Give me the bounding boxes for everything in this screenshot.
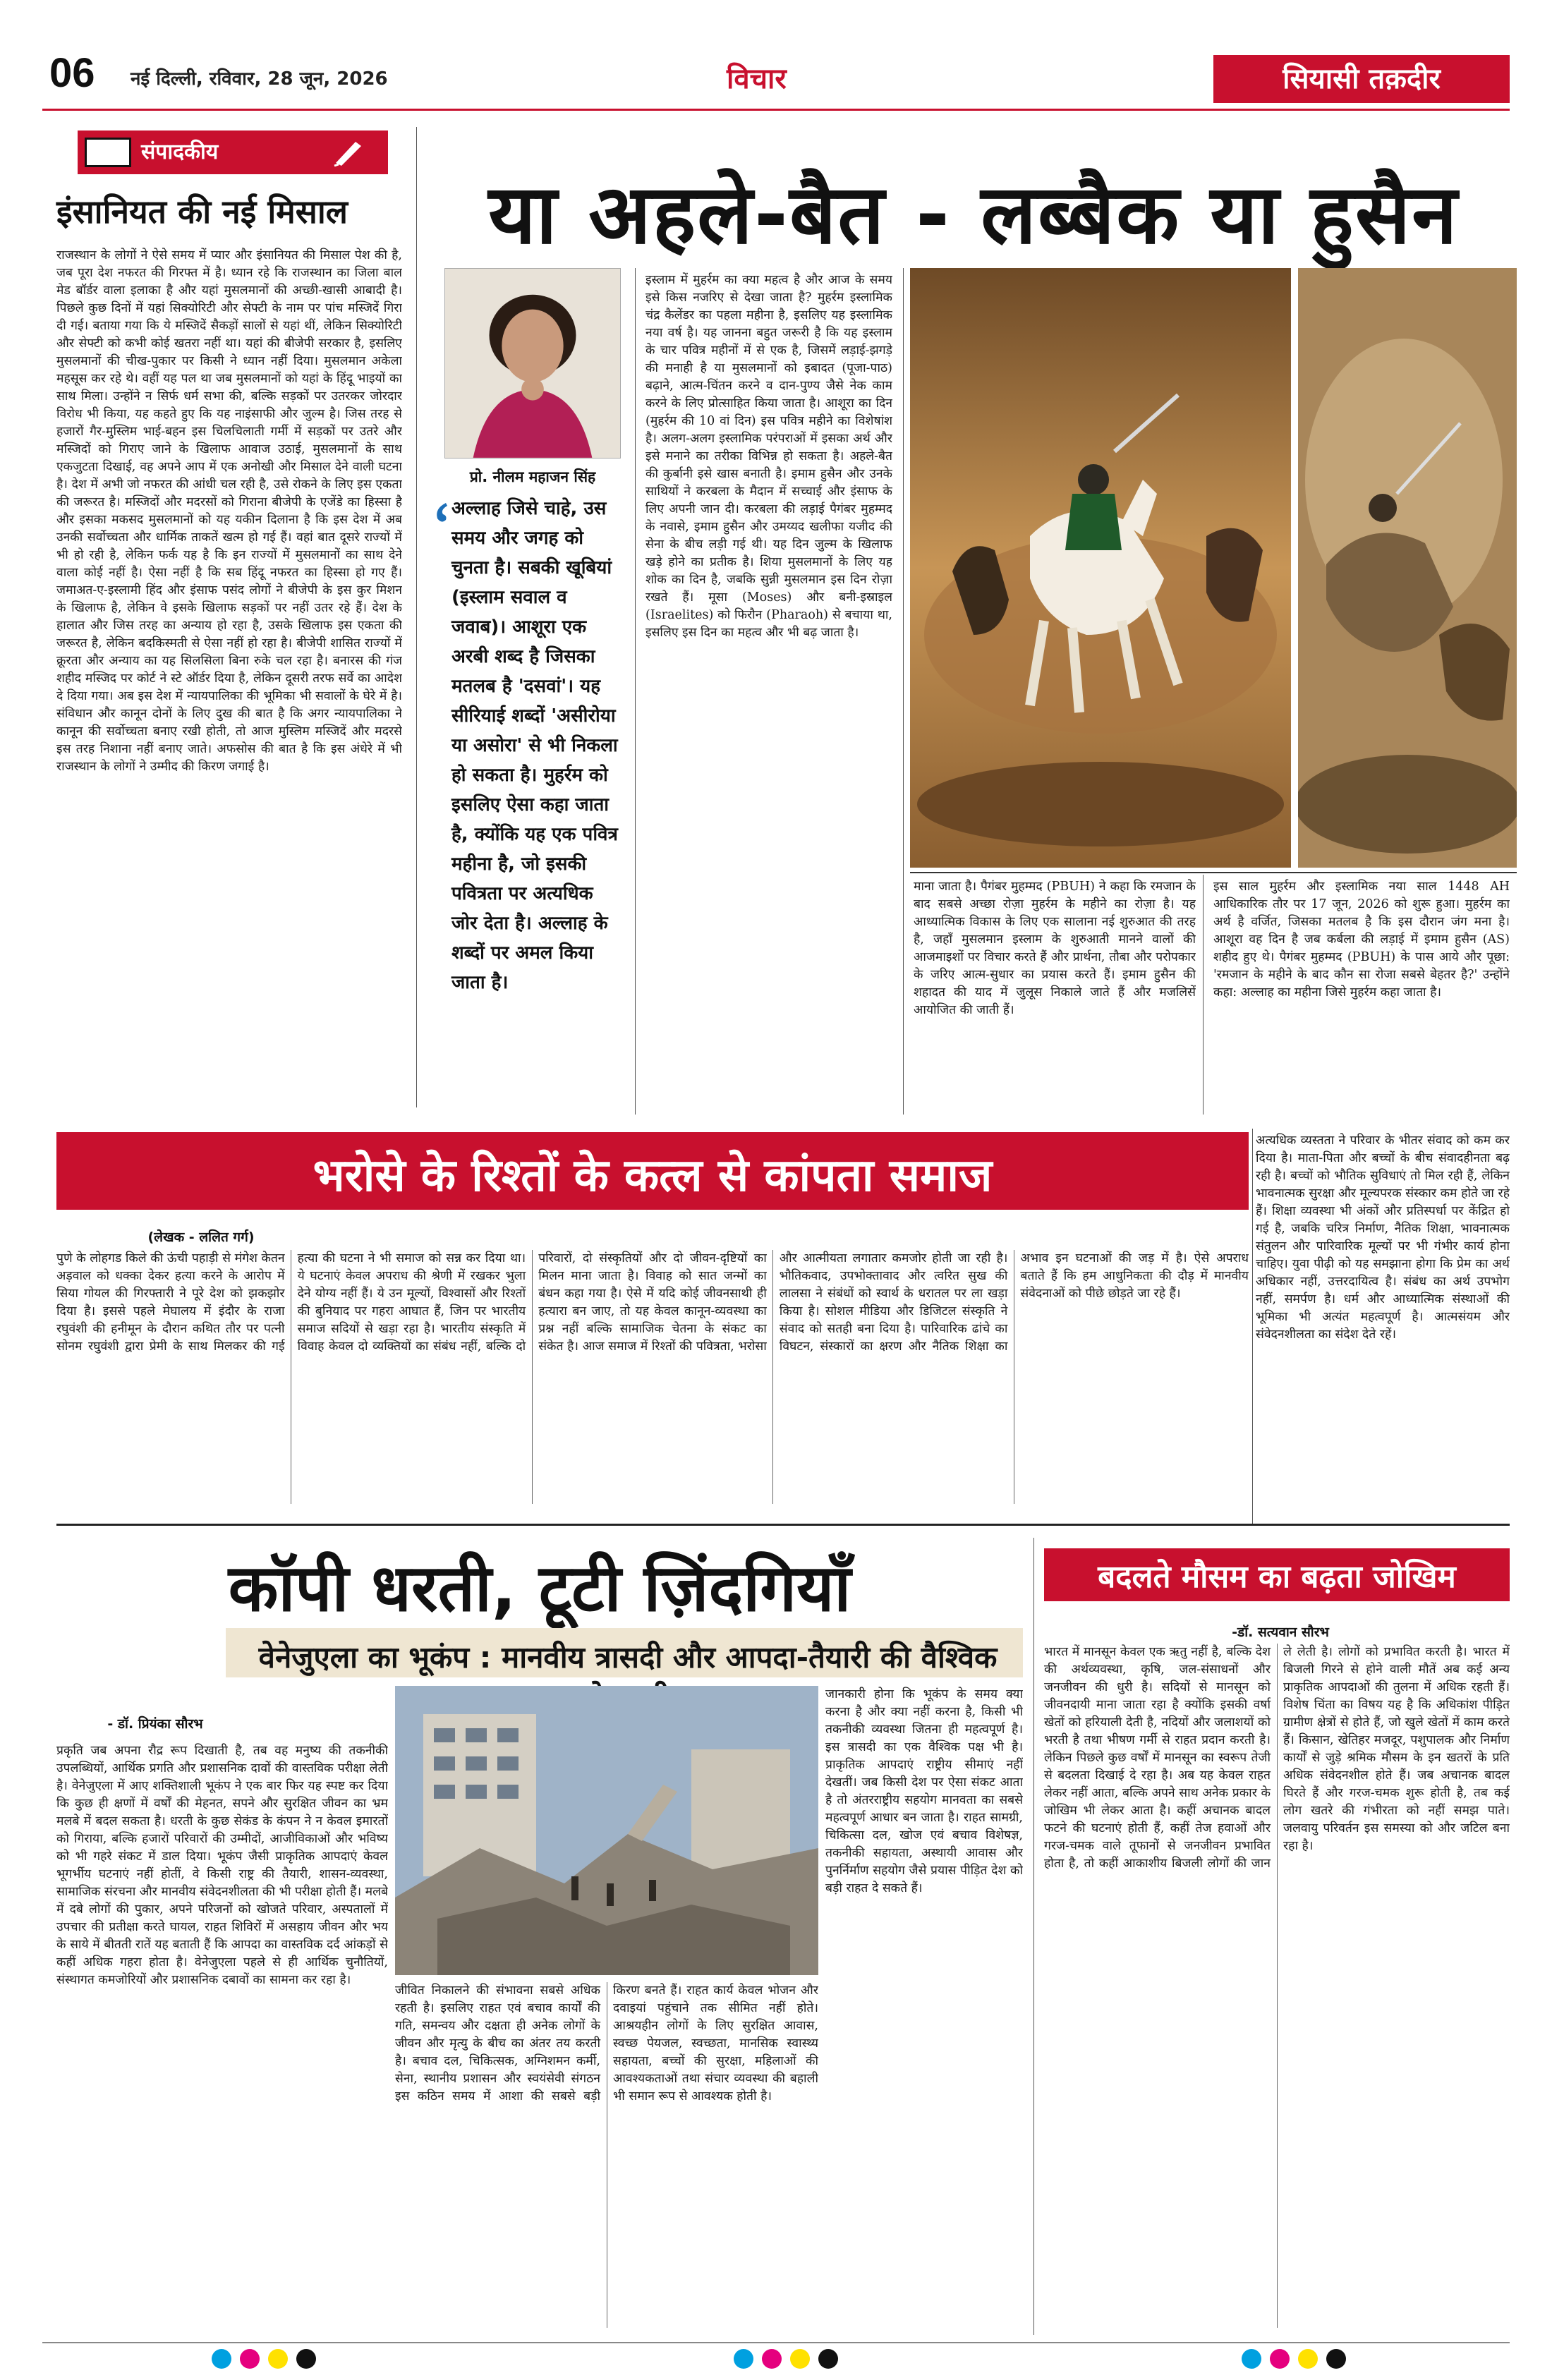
masthead-divider: [42, 109, 1510, 111]
article-column: इस साल मुहर्रम और इस्लामिक नया साल 1448 AH आधिकारिक तौर पर 17 जून, 2026 को शुरू हुआ। मुहर्रम का अर्थ है वर्जित, जिसका मतलब है कि इस दौरान जंग मना है। आशूरा वह दिन है जब कर्बला की लड़ाई में इमाम हुसैन (AS) शहीद हुए थे। पैगंबर मुहम्मद (PBUH) के पास आये और पूछा: 'रमजान के महीने के बाद कौन सा रोजा सबसे बेहतर है?' उन्होंने कहा: अल्लाह का महीना जिसे मुहर्रम कहा जाता है।: [1213, 880, 1510, 1000]
registration-mark: [734, 2349, 753, 2369]
section-name: विचार: [727, 63, 787, 95]
dateline: नई दिल्ली, रविवार, 28 जून, 2026: [131, 68, 388, 90]
registration-mark: [1298, 2349, 1318, 2369]
column-divider: [1252, 1129, 1253, 1524]
pen-icon: [332, 136, 367, 167]
image-divider: [910, 872, 1517, 873]
masthead-tag: सियासी तक़दीर: [1213, 55, 1510, 103]
bottom-article-column: जानकारी होना कि भूकंप के समय क्या करना है और क्या नहीं करना है, किसी भी तकनीकी व्यवस्था जितना ही महत्वपूर्ण है। इस त्रासदी का एक वैश्विक पक्ष भी है। प्राकृतिक आपदाएं राष्ट्रीय सीमाएं नहीं देखतीं। जब किसी देश पर ऐसा संकट आता है तो अंतरराष्ट्रीय सहयोग मानवता का सबसे महत्वपूर्ण आधार बन जाता है। राहत सामग्री, चिकित्सा दल, खोज एवं बचाव विशेषज्ञ, तकनीकी सहायता, अस्थायी आवास और पुनर्निर्माण सहयोग जैसे प्रयास पीड़ित देश को बड़ी राहत दे सकते हैं।: [825, 1687, 1023, 1895]
column-divider: [416, 127, 417, 1107]
registration-mark: [790, 2349, 810, 2369]
registration-mark: [1270, 2349, 1290, 2369]
section-divider: [56, 1524, 1510, 1526]
karbala-painting: [910, 268, 1291, 868]
registration-mark: [268, 2349, 288, 2369]
main-headline: या अहले-बैत - लब्बैक या हुसैन: [488, 167, 1459, 262]
registration-mark: [212, 2349, 231, 2369]
bottom-subheadline: वेनेजुएला का भूकंप : मानवीय त्रासदी और आपदा-तैयारी की वैश्विक: [258, 1640, 998, 1675]
side-byline: -डॉ. सत्यवान सौरभ: [1232, 1625, 1329, 1640]
registration-mark: [1242, 2349, 1261, 2369]
editorial-label: संपादकीय: [78, 130, 388, 174]
registration-mark: [762, 2349, 782, 2369]
registration-mark: [1326, 2349, 1346, 2369]
pullquote: अल्लाह जिसे चाहे, उस समय और जगह को चुनता है। सबकी खूबियां (इस्लाम सवाल व जवाब)। आशूरा एक अरबी शब्द है जिसका मतलब है 'दसवां'। यह सीरियाई शब्दों 'असीरोया या असोरा' से भी निकला हो सकता है। मुहर्रम को इसलिए ऐसा कहा जाता है, क्योंकि यह एक पवित्र महीना है, जो इसकी पवित्रता पर अत्यधिक जोर देता है। अल्लाह के शब्दों पर अमल किया जाता है।: [451, 498, 618, 993]
second-byline: (लेखक - ललित गर्ग): [147, 1230, 255, 1245]
registration-mark: [818, 2349, 838, 2369]
author-name: प्रो. नीलम महाजन सिंह: [469, 468, 596, 485]
editorial-box-icon: [85, 138, 131, 167]
earthquake-photo: [395, 1686, 818, 1975]
second-article-side: अत्यधिक व्यस्तता ने परिवार के भीतर संवाद को कम कर दिया है। माता-पिता और बच्चों के बीच संवादहीनता बढ़ रही है। बच्चों को भौतिक सुविधाएं तो मिल रही हैं, लेकिन भावनात्मक सुरक्षा और मूल्यपरक संस्कार कम होते जा रहे हैं। शिक्षा व्यवस्था भी अंकों और प्रतिस्पर्धा पर केंद्रित हो गई है, जबकि चरित्र निर्माण, नैतिक शिक्षा, भावनात्मक संतुलन और पारिवारिक मूल्यों पर भी गंभीर कार्य होना चाहिए। युवा पीढ़ी को यह समझाना होगा कि प्रेम का अर्थ अधिकार नहीं, उत्तरदायित्व है। संबंध का अर्थ उपभोग नहीं, समर्पण है। धर्म और आध्यात्मिक संस्थाओं की भूमिका भी अत्यंत महत्वपूर्ण है। आत्मसंयम और संवेदनशीलता का संदेश देते रहें।: [1256, 1134, 1510, 1342]
column-divider: [1203, 875, 1204, 1115]
side-headline: बदलते मौसम का बढ़ता जोखिम: [1098, 1559, 1456, 1595]
bottom-byline: - डॉ. प्रियंका सौरभ: [107, 1716, 203, 1732]
article-column: इस्लाम में मुहर्रम का क्या महत्व है और आज के समय इसे किस नजरिए से देखा जाता है? मुहर्रम इस्लामिक चंद्र कैलेंडर का पहला महीना है, इसलिए यह इस्लामिक नया वर्ष है। यह जानना बहुत जरूरी है कि यह इस्लाम के चार पवित्र महीनों में से एक है, जिसमें लड़ाई-झगड़े की मनाही है या मुसलमानों को इबादत (पूजा-पाठ) बढ़ाने, आत्म-चिंतन करने व दान-पुण्य जैसे नेक काम करने के लिए प्रोत्साहित किया जाता है। आशूरा का दिन (मुहर्रम की 10 वां दिन) इस पवित्र महीने का विशेषांश है। अलग-अलग इस्लामिक परंपराओं में इसका अर्थ और इसे मनाने का तरीका विभिन्न हो सकता है। अहले-बैत की कुर्बानी इसे खास बनाती है। इमाम हुसैन और उनके साथियों ने करबला के मैदान में सच्चाई और इंसाफ के लिए अपनी जान दी। करबला की लड़ाई पैगंबर मुहम्मद के नवासे, इमाम हुसैन और उमय्यद खलीफा यजीद की सेना के बीच लड़ी गई थी। यह दिन जुल्म के खिलाफ खड़े होने का प्रतीक है। शिया मुसलमानों के लिए यह शोक का दिन है, जबकि सुन्नी मुसलमान इस दिन रोज़ा रखते हैं। मूसा (Moses) और बनी-इस्राइल (Israelites) को फिरौन (Pharaoh) से बचाया था, इसलिए इस दिन का महत्व और भी बढ़ जाता है।: [645, 273, 892, 640]
second-headline: भरोसे के रिश्तों के कत्ल से कांपता समाज: [313, 1150, 993, 1202]
column-divider: [1033, 1538, 1034, 2335]
registration-mark: [240, 2349, 260, 2369]
bottom-article-column: प्रकृति जब अपना रौद्र रूप दिखाती है, तब वह मनुष्य की तकनीकी उपलब्धियों, आर्थिक प्रगति और प्रशासनिक दावों की वास्तविक परीक्षा लेती है। वेनेजुएला में आए शक्तिशाली भूकंप ने एक बार फिर यह स्पष्ट कर दिया कि कुछ ही क्षणों में वर्षों की मेहनत, सपने और सुरक्षित जीवन का भ्रम मलबे में बदल सकता है। धरती के कुछ सेकंड के कंपन ने न केवल इमारतों को गिराया, बल्कि हजारों परिवारों की उम्मीदों, आजीविकाओं और भविष्य को भी गहरे संकट में डाल दिया। भूकंप जैसी प्राकृतिक आपदाएं केवल भूगर्भीय घटनाएं नहीं होतीं, वे किसी राष्ट्र की तैयारी, शासन-व्यवस्था, सामाजिक संरचना और मानवीय संवेदनशीलता की भी परीक्षा होती हैं। मलबे में दबे लोगों की पुकार, अपने परिजनों को खोजते परिवार, अस्पतालों में उपचार की प्रतीक्षा करते घायल, राहत शिविरों में असहाय जीवन और भय के साये में बीतती रातें यह बताती हैं कि आपदा का वास्तविक दर्द आंकड़ों से कहीं अधिक गहरा होता है। वेनेजुएला पहले से ही आर्थिक चुनौतियों, संस्थागत कमजोरियों और प्रशासनिक दबावों का सामना कर रहा है।: [56, 1744, 388, 1987]
editorial-title: इंसानियत की नई मिसाल: [56, 193, 348, 231]
column-divider: [635, 268, 636, 1115]
bottom-headline: कॉपी धरती, टूटी ज़िंदगियाँ: [228, 1550, 851, 1626]
editorial-body: राजस्थान के लोगों ने ऐसे समय में प्यार और इंसानियत की मिसाल पेश की है, जब पूरा देश नफरत की गिरफ्त में है। ध्यान रहे कि राजस्थान का जिला बाल मेड बॉर्डर वाला इलाका है और यहां मुसलमानों की अच्छी-खासी आबादी है। पिछले कुछ दिनों में यहां सिक्योरिटी और सेफ्टी के नाम पर पांच मस्जिदें गिरा दी गई। बताया गया कि ये मस्जिदें सैकड़ों सालों से यहां थीं, लेकिन सिक्योरिटी और सेफ्टी को कभी कोई खतरा नहीं था। यहां की बीजेपी सरकार है, इसलिए मुसलमानों की चीख-पुकार पर किसी ने ध्यान नहीं दिया। मुसलमान अकेला महसूस कर रहे थे। वहीं यह पल था जब मुसलमानों को यहां के हिंदू भाइयों का साथ मिला। उन्होंने न सिर्फ धर्म सभा की, बल्कि सड़कों पर उतरकर जोरदार विरोध भी किया, यह कहते हुए कि यह नाइंसाफी और जुल्म है। जिस तरह से हजारों गैर-मुस्लिम भाई-बहन इस चिलचिलाती गर्मी में सड़कों पर उतरे और मस्जिदों को गिराए जाने के खिलाफ आवाज उठाई, मुसलमानों के साथ एकजुटता दिखाई, वह अपने आप में एक अनोखी और मिसाल देने वाली घटना है। देश में अभी जो नफरत की आंधी चल रही है, उसे रोकने के लिए इस एकता की जरूरत है। मस्जिदों और मदरसों को गिराना बीजेपी के एजेंडे का हिस्सा है और इसका मकसद मुसलमानों को यह यकीन दिलाना है कि इस देश में अब उनकी सर्वोच्चता और धार्मिक ताकतें खत्म हो गई हैं। वहां बात दूसरे राज्यों में भी हो रही है, लेकिन फर्क यह है कि इन राज्यों में मुसलमानों का साथ देने वाला कोई नहीं है। ऐसा नहीं है कि सब हिंदू नफरत का हिस्सा हो गए हैं। जमाअत-ए-इस्लामी हिंद और इंसाफ पसंद लोगों ने बीजेपी के इस कुर मिशन के खिलाफ है, लेकिन वे इसके खिलाफ सड़कों पर नहीं उतर रहे हैं। देश के हालात और जिस तरह का अन्याय हो रहा है, उसके खिलाफ इस एकता की जरूरत है, लेकिन बदकिस्मती से ऐसा नहीं हो रहा है। बीजेपी शासित राज्यों में क्रूरता और अन्याय का यह सिलसिला बिना रुके चल रहा है। बनारस की गंज शहीद मस्जिद पर कोर्ट ने स्टे ऑर्डर दिया है, लेकिन दूसरी तरफ सर्वे का आदेश दे दिया गया। अब इस देश में न्यायपालिका की भूमिका भी सवालों के घेरे में है। संविधान और कानून दोनों के लिए दुख की बात है कि अगर न्यायपालिका ने कानून की सर्वोच्चता बनाए रखी होती, तो आज मुस्लिम मस्जिदें और मदरसे इस तरह निशाना नहीं बनाए जाते। अफसोस की बात है कि इस अंधेरे में भी राजस्थान के लोगों ने उम्मीद की किरण जगाई है।: [56, 248, 402, 774]
bottom-article-column: जीवित निकालने की संभावना सबसे अधिक रहती है। इसलिए राहत एवं बचाव कार्यों की गति, समन्वय और दक्षता ही अनेक लोगों के जीवन और मृत्यु के बीच का अंतर तय करती है। बचाव दल, चिकित्सक, अग्निशमन कर्मी, सेना, स्थानीय प्रशासन और स्वयंसेवी संगठन इस कठिन समय में आशा की सबसे बड़ी किरण बनते हैं। राहत कार्य केवल भोजन और दवाइयां पहुंचाने तक सीमित नहीं होते। आश्रयहीन लोगों के लिए सुरक्षित आवास, स्वच्छ पेयजल, स्वच्छता, मानसिक स्वास्थ्य सहायता, बच्चों की सुरक्षा, महिलाओं की आवश्यकताओं तथा संचार व्यवस्था की बहाली भी समान रूप से आवश्यक होती है।: [395, 1984, 818, 2103]
registration-mark: [296, 2349, 316, 2369]
author-photo: [444, 268, 621, 459]
article-column: माना जाता है। पैगंबर मुहम्मद (PBUH) ने कहा कि रमजान के बाद सबसे अच्छा रोज़ा मुहर्रम के महीने का रोज़ा है। यह आध्यात्मिक विकास के लिए एक सालाना नई शुरुआत की तरह है, जहाँ मुसलमान इस्लाम के शुरुआती मानने वालों की आजमाइशों पर विचार करते हैं और प्रार्थना, तौबा और परोपकार के जरिए आत्म-सुधार का प्रयास करते हैं। इमाम हुसैन की शहादत की याद में जुलूस निकाले जाते हैं और मजलिसें आयोजित की जाती हैं।: [914, 880, 1196, 1017]
side-article-body: भारत में मानसून केवल एक ऋतु नहीं है, बल्कि देश की अर्थव्यवस्था, कृषि, जल-संसाधनों और जनजीवन की धुरी है। सदियों से मानसून को जीवनदायी माना जाता रहा है क्योंकि इसकी वर्षा खेतों को हरियाली देती है, नदियों और जलाशयों को भरती है तथा भीषण गर्मी से राहत प्रदान करती है। लेकिन पिछले कुछ वर्षों में मानसून का स्वरूप तेजी से बदलता दिखाई दे रहा है। अब यह केवल राहत लेकर नहीं आता, बल्कि अपने साथ अनेक प्रकार के जोखिम भी लेकर आता है। कहीं अचानक बादल फटने की घटनाएं होती हैं, कहीं तेज हवाओं और गरज-चमक वाले तूफानों से जनजीवन प्रभावित होता है, तो कहीं आकाशीय बिजली लोगों की जान ले लेती है। लोगों को प्रभावित करती है। भारत में बिजली गिरने से होने वाली मौतें अब कई अन्य प्राकृतिक आपदाओं की तुलना में अधिक रहती हैं। विशेष चिंता का विषय यह है कि अधिकांश पीड़ित ग्रामीण क्षेत्रों से होते हैं, जो खुले खेतों में काम करते हैं। किसान, खेतिहर मजदूर, पशुपालक और निर्माण कार्यों से जुड़े श्रमिक मौसम के इन खतरों के प्रति अधिक संवेदनशील होते हैं। जब अचानक बादल घिरते हैं और गरज-चमक शुरू होती है, तब कई लोग खतरे की गंभीरता को नहीं समझ पाते। जलवायु परिवर्तन इस समस्या को और जटिल बना रहा है।: [1044, 1645, 1510, 1871]
second-article-body: पुणे के लोहगड किले की ऊंची पहाड़ी से मंगेश केतन अड़वाल को धक्का देकर हत्या करने के आरोप में सिया गोयल की गिरफ्तारी ने पूरे देश को झकझोर दिया है। इससे पहले मेघालय में इंदौर के राजा रघुवंशी की हनीमून के दौरान कथित तौर पर पत्नी सोनम रघुवंशी द्वारा प्रेमी के साथ मिलकर की गई हत्या की घटना ने भी समाज को सन्न कर दिया था। ये घटनाएं केवल अपराध की श्रेणी में रखकर भुला देने योग्य नहीं हैं। ये उन मूल्यों, विश्वासों और रिश्तों की बुनियाद पर गहरा आघात हैं, जिन पर भारतीय समाज सदियों से खड़ा रहा है। भारतीय संस्कृति में विवाह केवल दो व्यक्तियों का संबंध नहीं, बल्कि दो परिवारों, दो संस्कृतियों और दो जीवन-दृष्टियों का मिलन माना जाता है। विवाह को सात जन्मों का बंधन कहा गया है। ऐसे में यदि कोई जीवनसाथी ही हत्यारा बन जाए, तो यह केवल कानून-व्यवस्था का प्रश्न नहीं बल्कि सामाजिक चेतना के संकट का संकेत है। आज समाज में रिश्तों की पवित्रता, भरोसा और आत्मीयता लगातार कमजोर होती जा रही है। भौतिकवाद, उपभोक्तावाद और त्वरित सुख की लालसा ने संबंधों को स्वार्थ के धरातल पर ला खड़ा किया है। सोशल मीडिया और डिजिटल संस्कृति ने संवाद को सतही बना दिया है। पारिवारिक ढांचे का विघटन, संस्कारों का क्षरण और नैतिक शिक्षा का अभाव इन घटनाओं की जड़ में है। ऐसे अपराध बताते हैं कि हम आधुनिकता की दौड़ में मानवीय संवेदनाओं को पीछे छोड़ते जा रहे हैं।: [56, 1251, 1249, 1354]
battle-painting: [1298, 268, 1517, 868]
page-number: 06: [49, 50, 95, 96]
footer-divider: [42, 2342, 1510, 2343]
column-divider: [903, 268, 904, 1115]
